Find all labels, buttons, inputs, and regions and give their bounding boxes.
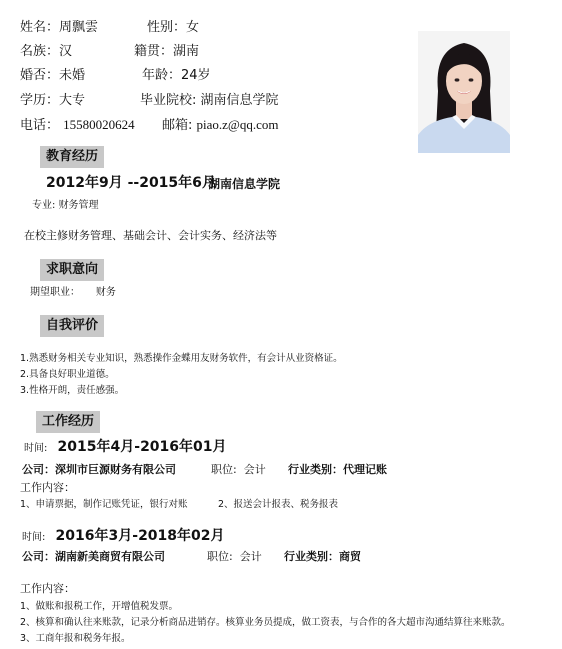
job1-time-label: 时间: <box>24 443 48 454</box>
job1-position: 会计 <box>243 463 266 476</box>
education-period: 2012年9月 --2015年6月 <box>46 175 216 191</box>
intention-row <box>30 283 116 298</box>
age-value: 24岁 <box>181 68 211 83</box>
job2-position-label: 职位: <box>207 550 233 563</box>
job2-content-label: 工作内容： <box>20 582 75 595</box>
portrait-image <box>418 31 510 153</box>
job1-company: 深圳市巨源财务有限公司 <box>55 463 176 476</box>
job2-duty: 1、做账和报税工作，开增值税发票。 <box>20 601 179 612</box>
self-eval-item: 1.熟悉财务相关专业知识，熟悉操作金蝶用友财务软件，有会计从业资格证。 <box>20 353 343 364</box>
job1-time-row <box>24 436 227 456</box>
ethnicity-row <box>20 40 72 59</box>
school-label: 毕业院校: <box>140 93 197 108</box>
job2-industry-row <box>284 548 361 564</box>
age-row <box>142 64 211 83</box>
phone-label: 电话： <box>20 118 60 133</box>
courses-text: 在校主修财务管理、基础会计、会计实务、经济法等 <box>24 229 277 242</box>
job1-industry-row <box>288 461 387 477</box>
job1-company-label: 公司： <box>22 463 55 476</box>
job1-period: 2015年4月-2016年01月 <box>57 439 227 455</box>
school-value: 湖南信息学院 <box>200 93 279 108</box>
gender-label: 性别： <box>147 20 187 35</box>
name-label: 姓名： <box>20 20 60 35</box>
gender-value: 女 <box>186 20 200 35</box>
job1-position-label: 职位: <box>211 463 237 476</box>
name-row <box>20 16 98 35</box>
job2-position-row <box>207 548 262 564</box>
job1-company-row <box>22 461 176 477</box>
job1-duty: 1、申请票据，制作记账凭证，银行对账 <box>20 499 188 510</box>
phone-row <box>20 114 135 133</box>
intention-value: 财务 <box>95 287 116 298</box>
origin-value: 湖南 <box>173 44 200 59</box>
self-eval-heading: 自我评价 <box>40 315 104 337</box>
major-value: 财务管理 <box>58 200 99 211</box>
gender-row <box>147 16 199 35</box>
email-row <box>162 114 279 133</box>
job2-company-label: 公司： <box>22 550 55 563</box>
job2-company-row <box>22 548 165 564</box>
self-eval-item: 2.具备良好职业道德。 <box>20 369 115 380</box>
school-row <box>140 89 279 108</box>
intention-label: 期望职业： <box>30 287 80 298</box>
major-label: 专业: <box>32 200 56 211</box>
age-label: 年龄： <box>142 68 182 83</box>
job2-company: 湖南新美商贸有限公司 <box>55 550 165 563</box>
job2-position: 会计 <box>239 550 262 563</box>
job2-duty: 2、核算和确认往来账款，记录分析商品进销存。核算业务员提成，做工资表，与合作的各大超市沟通结算往来账款。 <box>20 617 511 628</box>
education-school: 湖南信息学院 <box>208 177 281 191</box>
intention-heading: 求职意向 <box>40 259 104 281</box>
job2-industry-label: 行业类别： <box>284 550 339 563</box>
job2-period: 2016年3月-2018年02月 <box>55 528 225 544</box>
phone-value: 15580020624 <box>63 117 135 132</box>
marital-row <box>20 64 85 83</box>
email-value: piao.z@qq.com <box>196 117 279 132</box>
marital-label: 婚否： <box>20 68 60 83</box>
name-value: 周飘雲 <box>59 20 99 35</box>
job1-industry: 代理记账 <box>343 463 387 476</box>
job1-content-label: 工作内容： <box>20 481 75 494</box>
ethnicity-label: 名族： <box>20 44 60 59</box>
origin-row <box>134 40 199 59</box>
origin-label: 籍贯： <box>134 44 174 59</box>
work-heading: 工作经历 <box>36 411 100 433</box>
marital-value: 未婚 <box>59 68 86 83</box>
major-row <box>32 196 99 211</box>
job2-time-row <box>22 525 225 545</box>
job1-duty: 2、报送会计报表、税务报表 <box>218 499 339 510</box>
education-value: 大专 <box>59 93 86 108</box>
profile-photo <box>418 31 510 153</box>
ethnicity-value: 汉 <box>59 44 73 59</box>
job2-time-label: 时间: <box>22 532 46 543</box>
job1-position-row <box>211 461 266 477</box>
job2-industry: 商贸 <box>339 550 361 563</box>
education-heading: 教育经历 <box>40 146 104 168</box>
self-eval-item: 3.性格开朗，责任感强。 <box>20 385 125 396</box>
education-label: 学历： <box>20 93 60 108</box>
job2-duty: 3、工商年报和税务年报。 <box>20 633 131 644</box>
education-row <box>20 89 85 108</box>
job1-industry-label: 行业类别： <box>288 463 343 476</box>
email-label: 邮箱: <box>162 118 193 133</box>
